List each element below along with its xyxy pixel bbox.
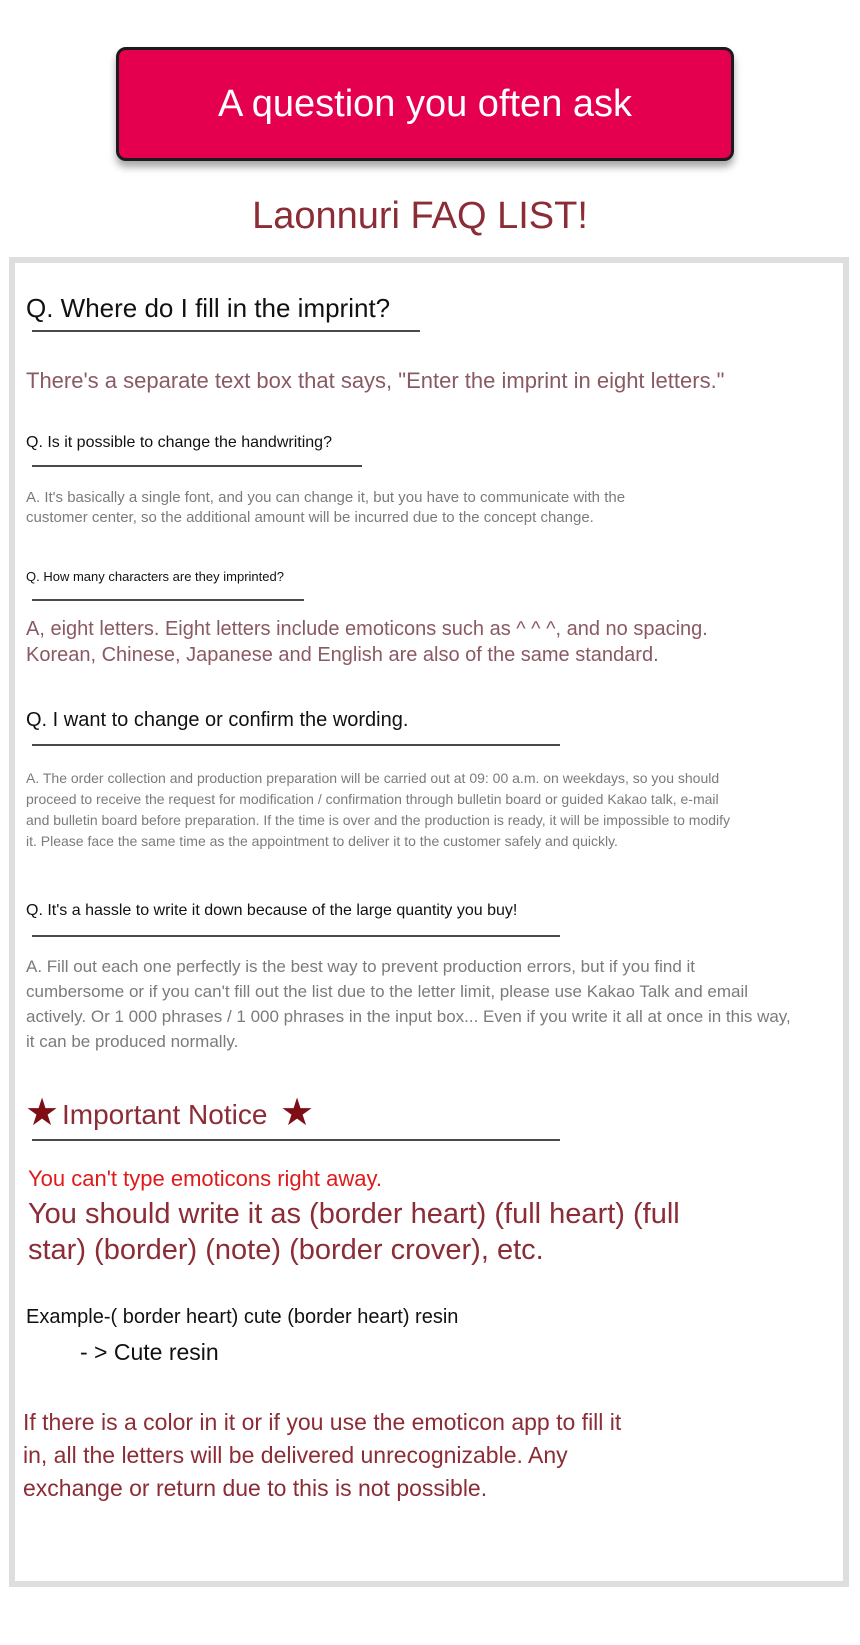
faq-panel	[9, 257, 849, 1587]
faq-divider-3	[32, 599, 304, 601]
notice-warning: You can't type emoticons right away.	[28, 1166, 382, 1191]
faq-question-3: Q. How many characters are they imprinted?	[26, 569, 284, 584]
faq-divider-2	[32, 465, 362, 467]
faq-divider-5	[32, 935, 560, 937]
notice-instruction: You should write it as (border heart) (full heart) (full star) (border) (note) (border crover), etc.	[28, 1198, 680, 1266]
faq-divider-4	[32, 744, 560, 746]
notice-example-result: - > Cute resin	[80, 1339, 219, 1365]
faq-answer-1: There's a separate text box that says, "Enter the imprint in eight letters."	[26, 368, 725, 393]
header-banner	[116, 47, 734, 161]
faq-answer-2: A. It's basically a single font, and you can change it, but you have to communicate with the customer center, so the additional amount will be incurred due to the concept change.	[26, 489, 626, 526]
faq-answer-5: A. Fill out each one perfectly is the best way to prevent production errors, but if you find it cumbersome or if you can't fill out the list due to the letter limit, please use Kakao Talk and email actively. Or 1 000 phrases / 1 000 phrases in the input box... Even if you write it all at once in this way, it can be produced normally.	[26, 957, 791, 1051]
faq-question-1: Q. Where do I fill in the imprint?	[26, 293, 391, 323]
notice-disclaimer: If there is a color in it or if you use the emoticon app to fill it in, all the letters will be delivered unrecognizable. Any exchange or return due to this is not possible.	[23, 1409, 622, 1501]
faq-question-2: Q. Is it possible to change the handwriting?	[26, 434, 332, 451]
faq-answer-4: A. The order collection and production preparation will be carried out at 09: 00 a.m. on weekdays, so you should proceed to receive the request for modification / confirmation through bulletin board or guided Kakao talk, e-mail and bulletin board before preparation. If the time is over and the production is ready, it will be impossible to modify it. Please face the same time as the appointment to deliver it to the customer safely and quickly.	[26, 770, 731, 849]
faq-divider-1	[32, 330, 420, 332]
faq-list-title: Laonnuri FAQ LIST!	[252, 195, 588, 237]
faq-question-4: Q. I want to change or confirm the wording.	[26, 709, 409, 731]
star-icon: ★	[25, 1092, 60, 1134]
notice-divider	[32, 1139, 560, 1141]
faq-answer-3: A, eight letters. Eight letters include emoticons such as ^ ^ ^, and no spacing. Korean, Chinese, Japanese and English are also of the same standard.	[26, 618, 708, 666]
notice-title: Important Notice	[62, 1099, 268, 1130]
notice-example: Example-( border heart) cute (border heart) resin	[26, 1306, 459, 1328]
faq-question-5: Q. It's a hassle to write it down because of the large quantity you buy!	[26, 902, 518, 919]
star-icon: ★	[280, 1092, 315, 1134]
banner-title: A question you often ask	[217, 83, 633, 125]
